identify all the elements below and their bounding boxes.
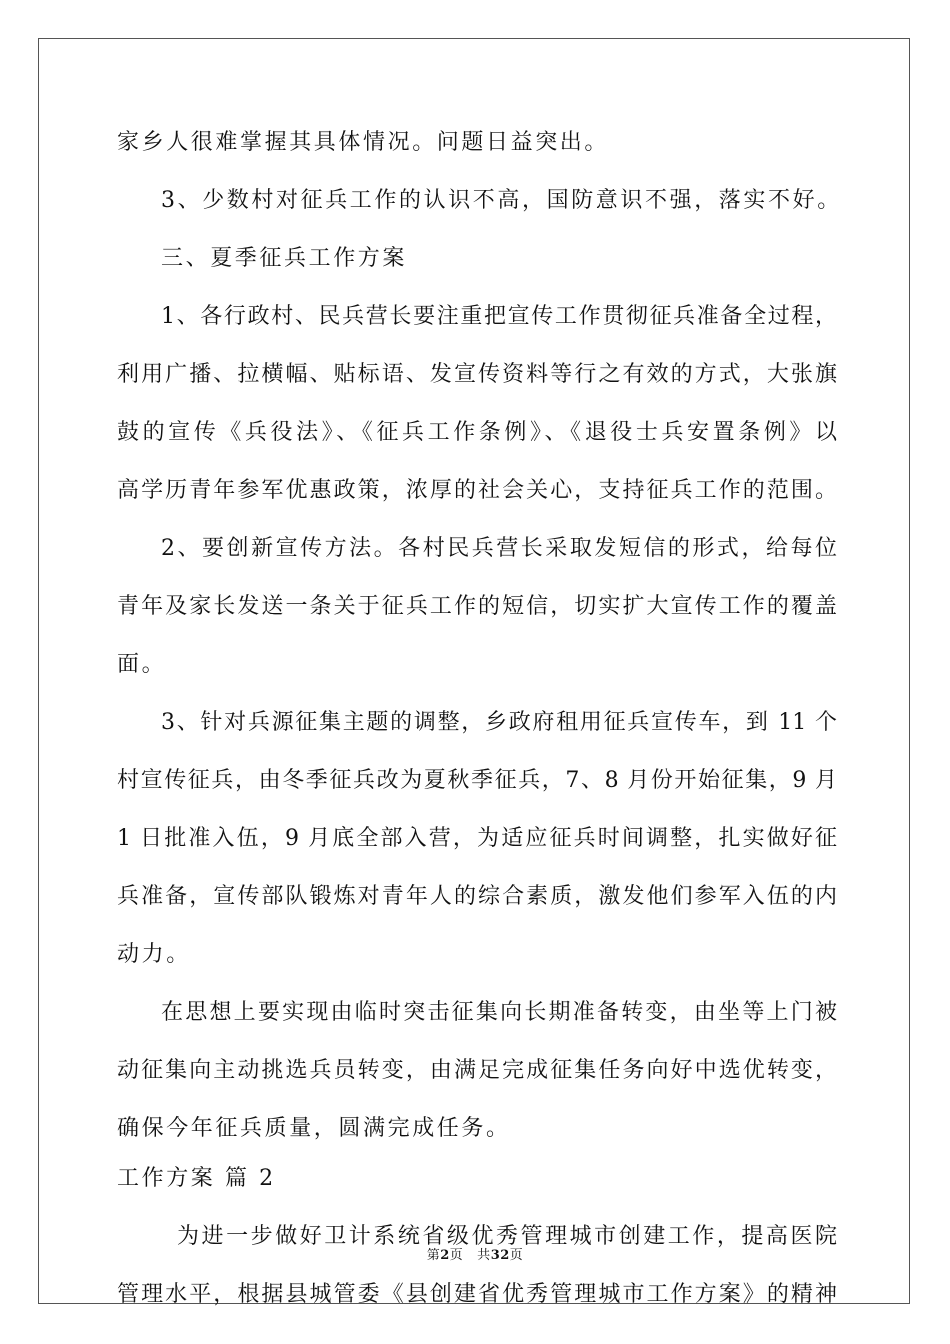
footer-total-prefix: 共 <box>477 1248 491 1263</box>
text-line: 确保今年征兵质量，圆满完成任务。 <box>117 1116 511 1141</box>
text-line: 2、要创新宣传方法。各村民兵营长采取发短信的形式，给每位 <box>161 536 837 561</box>
text-line: 1、各行政村、民兵营长要注重把宣传工作贯彻征兵准备全过程， <box>161 304 837 329</box>
footer-total-pages: 32 <box>490 1248 510 1263</box>
text-line: 三、夏季征兵工作方案 <box>161 246 408 271</box>
footer-page-suffix: 页 <box>449 1248 464 1263</box>
text-line: 工作方案 篇 2 <box>117 1166 276 1191</box>
footer-total-suffix: 页 <box>509 1248 524 1263</box>
text-line: 青年及家长发送一条关于征兵工作的短信，切实扩大宣传工作的覆盖 <box>117 594 837 619</box>
text-line: 1 日批准入伍，9 月底全部入营，为适应征兵时间调整，扎实做好征 <box>117 826 837 851</box>
text-line: 高学历青年参军优惠政策，浓厚的社会关心，支持征兵工作的范围。 <box>117 478 837 503</box>
page-footer <box>0 1247 950 1265</box>
text-line: 面。 <box>117 652 167 677</box>
footer-page-number: 2 <box>440 1248 450 1263</box>
text-line: 家乡人很难掌握其具体情况。问题日益突出。 <box>117 130 610 155</box>
text-line: 3、少数村对征兵工作的认识不高，国防意识不强，落实不好。 <box>161 188 842 213</box>
text-line: 3、针对兵源征集主题的调整，乡政府租用征兵宣传车，到 11 个 <box>161 710 837 735</box>
text-line: 动力。 <box>117 942 191 967</box>
text-line: 鼓的宣传《兵役法》、《征兵工作条例》、《退役士兵安置条例》以 <box>117 420 837 445</box>
text-line: 为进一步做好卫计系统省级优秀管理城市创建工作，提高医院 <box>177 1224 837 1249</box>
text-line: 动征集向主动挑选兵员转变，由满足完成征集任务向好中选优转变， <box>117 1058 837 1083</box>
text-line: 管理水平，根据县城管委《县创建省优秀管理城市工作方案》的精神 <box>117 1282 837 1307</box>
footer-prefix: 第 <box>426 1248 441 1263</box>
text-line: 兵准备，宣传部队锻炼对青年人的综合素质，激发他们参军入伍的内 <box>117 884 837 909</box>
text-line: 利用广播、拉横幅、贴标语、发宣传资料等行之有效的方式，大张旗 <box>117 362 837 387</box>
text-line: 村宣传征兵，由冬季征兵改为夏秋季征兵，7、8 月份开始征集，9 月 <box>117 768 837 793</box>
text-line: 在思想上要实现由临时突击征集向长期准备转变，由坐等上门被 <box>161 1000 837 1025</box>
